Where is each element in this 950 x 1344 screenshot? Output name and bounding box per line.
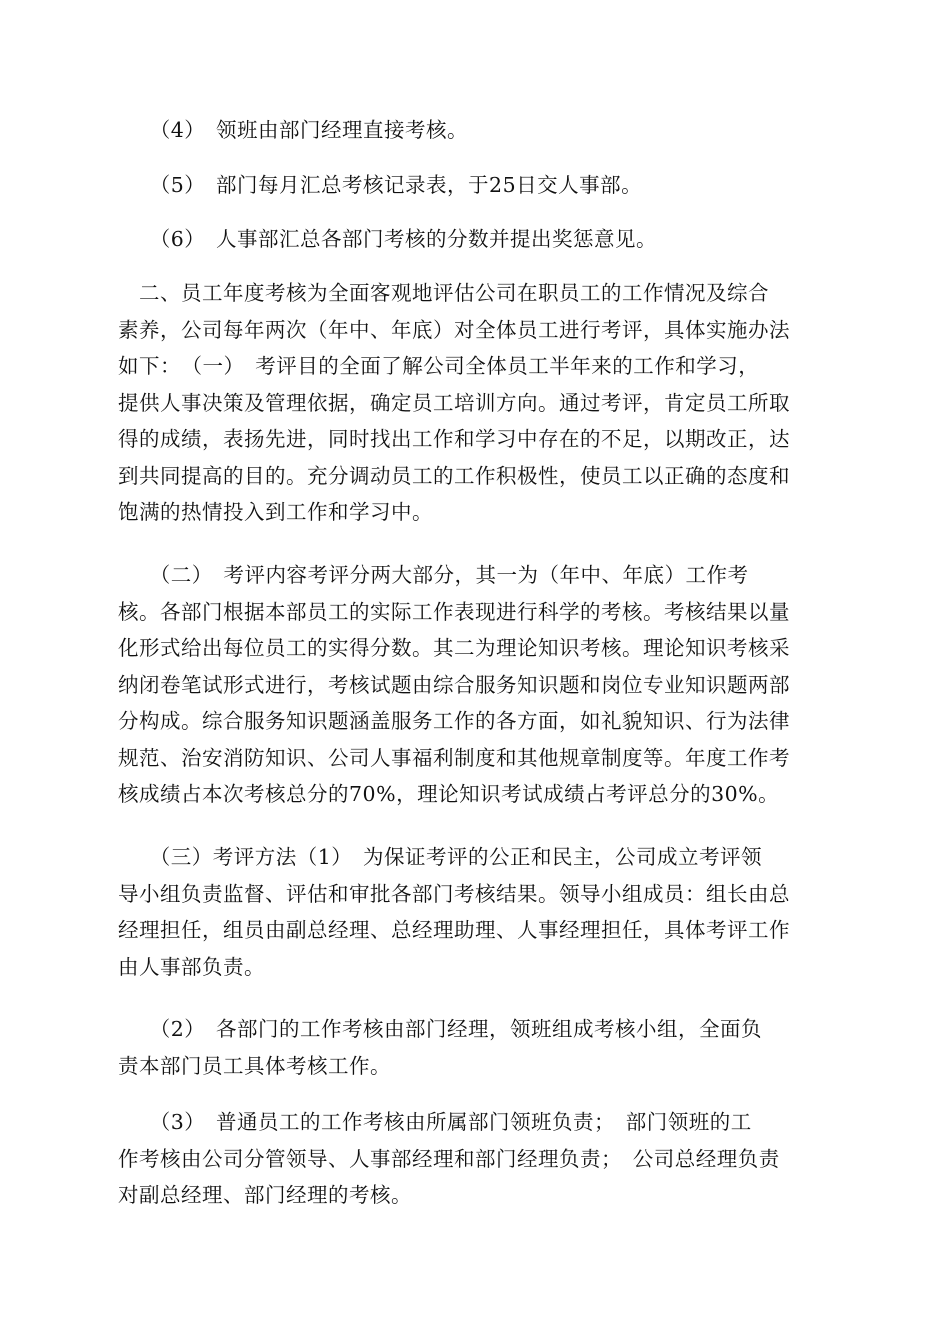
text-line: 到共同提高的目的。充分调动员工的工作积极性，使员工以正确的态度和 <box>118 463 790 488</box>
text-line: 作考核由公司分管领导、人事部经理和部门经理负责； 公司总经理负责 <box>118 1146 780 1171</box>
text-line: 得的成绩，表扬先进，同时找出工作和学习中存在的不足，以期改正，达 <box>118 427 790 451</box>
text-line: 饱满的热情投入到工作和学习中。 <box>118 500 433 524</box>
section-method-item-2 <box>118 1011 832 1084</box>
text-line: （3） 普通员工的工作考核由所属部门领班负责； 部门领班的工 <box>118 1110 752 1134</box>
section-annual-review <box>118 275 832 531</box>
text-line: 如下： （一） 考评目的全面了解公司全体员工半年来的工作和学习， <box>118 354 760 378</box>
paragraph-item-5 <box>118 167 832 204</box>
text-line: （5） 部门每月汇总考核记录表，于25日交人事部。 <box>118 173 643 197</box>
text-line: 经理担任，组员由副总经理、总经理助理、人事经理担任，具体考评工作 <box>118 918 790 942</box>
text-line: （二） 考评内容考评分两大部分，其一为（年中、年底）工作考 <box>118 563 749 587</box>
section-method-item-3 <box>118 1104 832 1214</box>
text-line: 对副总经理、部门经理的考核。 <box>118 1183 412 1207</box>
text-line: 纳闭卷笔试形式进行，考核试题由综合服务知识题和岗位专业知识题两部 <box>118 672 790 697</box>
text-line: 化形式给出每位员工的实得分数。其二为理论知识考核。理论知识考核采 <box>118 636 790 660</box>
text-line: （4） 领班由部门经理直接考核。 <box>118 118 469 142</box>
text-line: 二、员工年度考核为全面客观地评估公司在职员工的工作情况及综合 <box>118 281 769 305</box>
text-line: 由人事部负责。 <box>118 954 265 979</box>
text-line: 责本部门员工具体考核工作。 <box>118 1053 391 1078</box>
text-line: （2） 各部门的工作考核由部门经理，领班组成考核小组，全面负 <box>118 1017 763 1041</box>
text-line: （6） 人事部汇总各部门考核的分数并提出奖惩意见。 <box>118 227 658 251</box>
text-line: 提供人事决策及管理依据，确定员工培训方向。通过考评，肯定员工所取 <box>118 390 790 415</box>
text-line: 核成绩占本次考核总分的70%，理论知识考试成绩占考评总分的30%。 <box>118 782 780 806</box>
text-line: （三）考评方法（1） 为保证考评的公正和民主，公司成立考评领 <box>118 845 763 869</box>
section-review-method <box>118 839 832 985</box>
text-line: 素养，公司每年两次（年中、年底）对全体员工进行考评，具体实施办法 <box>118 317 790 342</box>
text-line: 导小组负责监督、评估和审批各部门考核结果。领导小组成员：组长由总 <box>118 881 790 906</box>
text-line: 规范、治安消防知识、公司人事福利制度和其他规章制度等。年度工作考 <box>118 745 790 770</box>
paragraph-item-4 <box>118 112 832 149</box>
text-line: 分构成。综合服务知识题涵盖服务工作的各方面，如礼貌知识、行为法律 <box>118 709 790 733</box>
section-review-content <box>118 557 832 813</box>
paragraph-item-6 <box>118 221 832 258</box>
text-line: 核。各部门根据本部员工的实际工作表现进行科学的考核。考核结果以量 <box>118 599 790 624</box>
